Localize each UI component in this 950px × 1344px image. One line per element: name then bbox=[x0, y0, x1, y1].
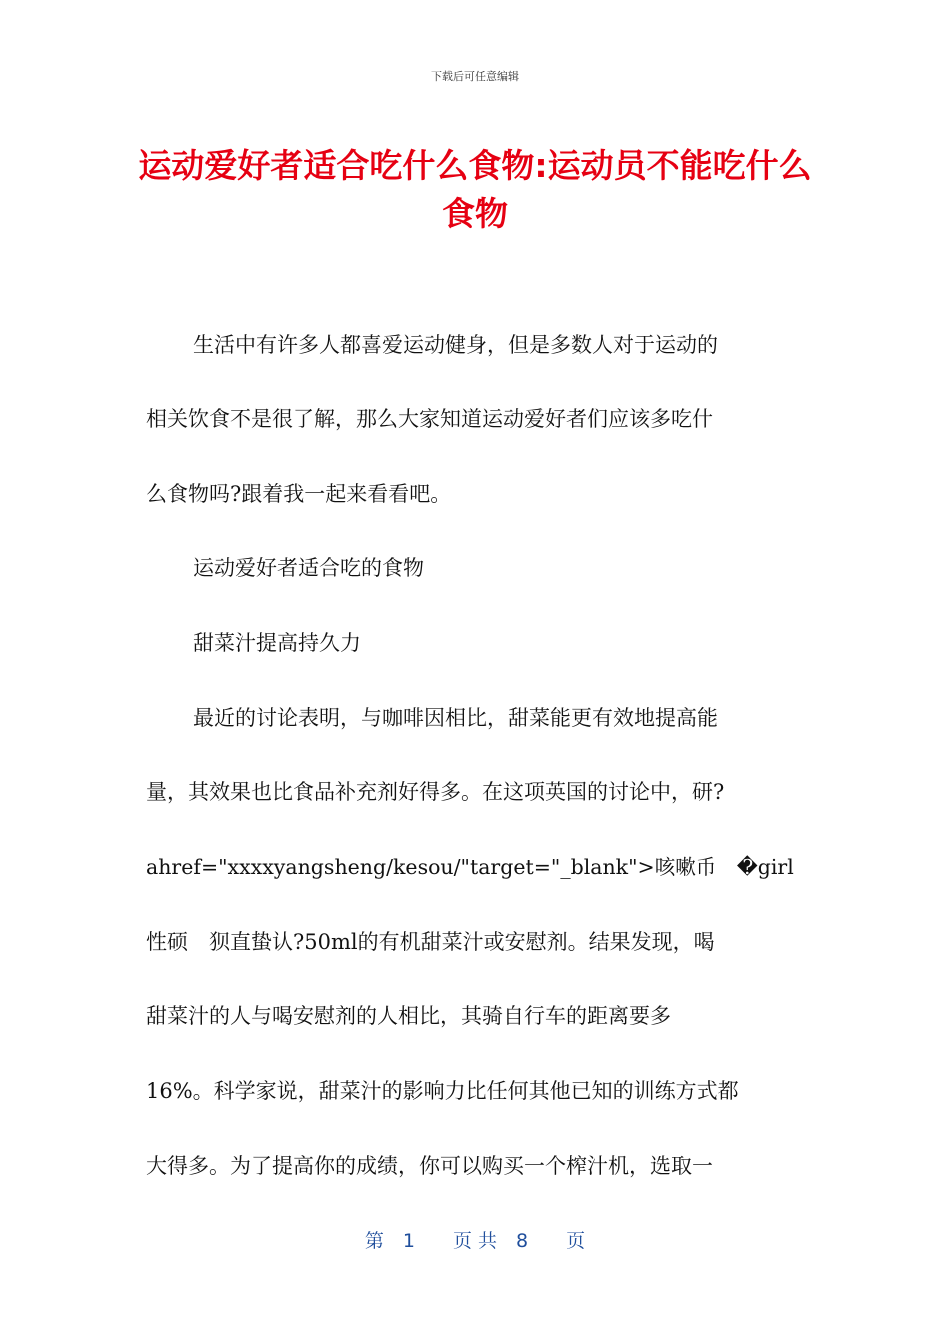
paragraph-line-9: 16%。科学家说，甜菜汁的影响力比任何其他已知的训练方式都 bbox=[146, 1079, 739, 1103]
paragraph-line-6: ahref="xxxxyangsheng/kesou/"target="_blank">咳嗽币 �girl bbox=[146, 855, 794, 879]
paragraph-line-10: 大得多。为了提高你的成绩，你可以购买一个榨汁机，选取一 bbox=[146, 1154, 713, 1178]
section-heading: 运动爱好者适合吃的食物 bbox=[193, 556, 424, 580]
paragraph-line-1: 生活中有许多人都喜爱运动健身，但是多数人对于运动的 bbox=[193, 333, 718, 357]
paragraph-line-7: 性硕 狈直蛰认?50ml的有机甜菜汁或安慰剂。结果发现，喝 bbox=[146, 930, 715, 954]
subsection-heading: 甜菜汁提高持久力 bbox=[193, 631, 361, 655]
page-number-footer: 第 1 页 共 8 页 bbox=[364, 1230, 586, 1252]
header-note: 下载后可任意编辑 bbox=[431, 70, 519, 83]
paragraph-line-2: 相关饮食不是很了解，那么大家知道运动爱好者们应该多吃什 bbox=[146, 407, 713, 431]
paragraph-line-3: 么食物吗?跟着我一起来看看吧。 bbox=[146, 482, 452, 506]
paragraph-line-5: 量，其效果也比食品补充剂好得多。在这项英国的讨论中，研? bbox=[146, 780, 725, 804]
paragraph-line-4: 最近的讨论表明，与咖啡因相比，甜菜能更有效地提高能 bbox=[193, 706, 718, 730]
document-title: 运动爱好者适合吃什么食物:运动员不能吃什么食物 bbox=[138, 146, 812, 233]
paragraph-line-8: 甜菜汁的人与喝安慰剂的人相比，其骑自行车的距离要多 bbox=[146, 1004, 671, 1028]
